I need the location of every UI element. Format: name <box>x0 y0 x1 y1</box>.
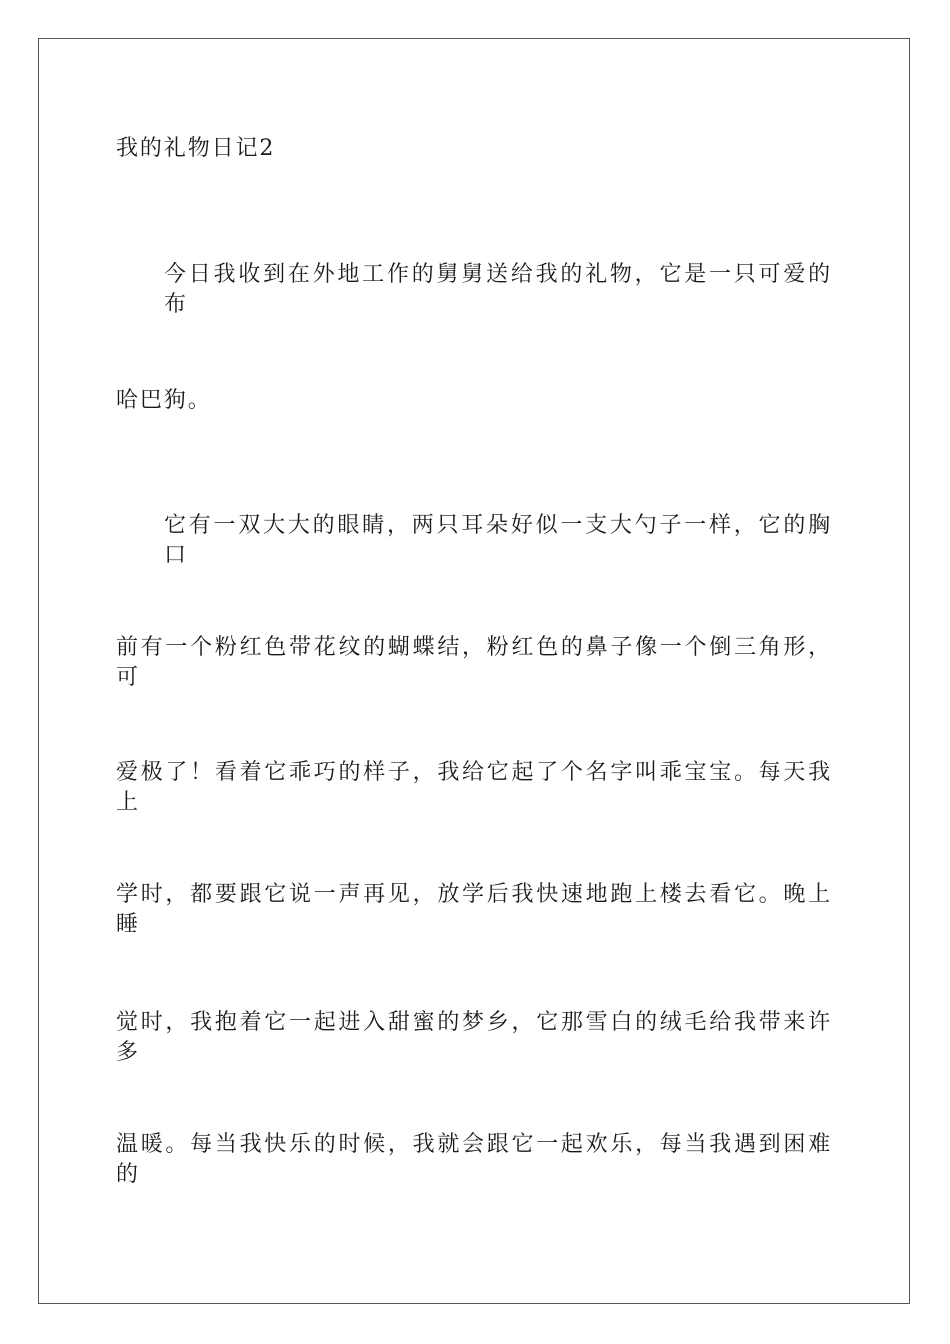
paragraph-line: 学时，都要跟它说一声再见，放学后我快速地跑上楼去看它。晚上睡 <box>116 882 832 937</box>
document-title: 我的礼物日记2 <box>116 136 276 161</box>
paragraph-line: 觉时，我抱着它一起进入甜蜜的梦乡，它那雪白的绒毛给我带来许多 <box>116 1010 832 1065</box>
paragraph-line: 温暖。每当我快乐的时候，我就会跟它一起欢乐，每当我遇到困难的 <box>116 1132 832 1187</box>
paragraph-line: 今日我收到在外地工作的舅舅送给我的礼物，它是一只可爱的布 <box>164 262 832 317</box>
paragraph-line: 爱极了！看着它乖巧的样子，我给它起了个名字叫乖宝宝。每天我上 <box>116 760 832 815</box>
paragraph-line: 前有一个粉红色带花纹的蝴蝶结，粉红色的鼻子像一个倒三角形，可 <box>116 635 832 690</box>
paragraph-line: 哈巴狗。 <box>116 388 212 413</box>
paragraph-line: 它有一双大大的眼睛，两只耳朵好似一支大勺子一样，它的胸口 <box>164 513 832 568</box>
